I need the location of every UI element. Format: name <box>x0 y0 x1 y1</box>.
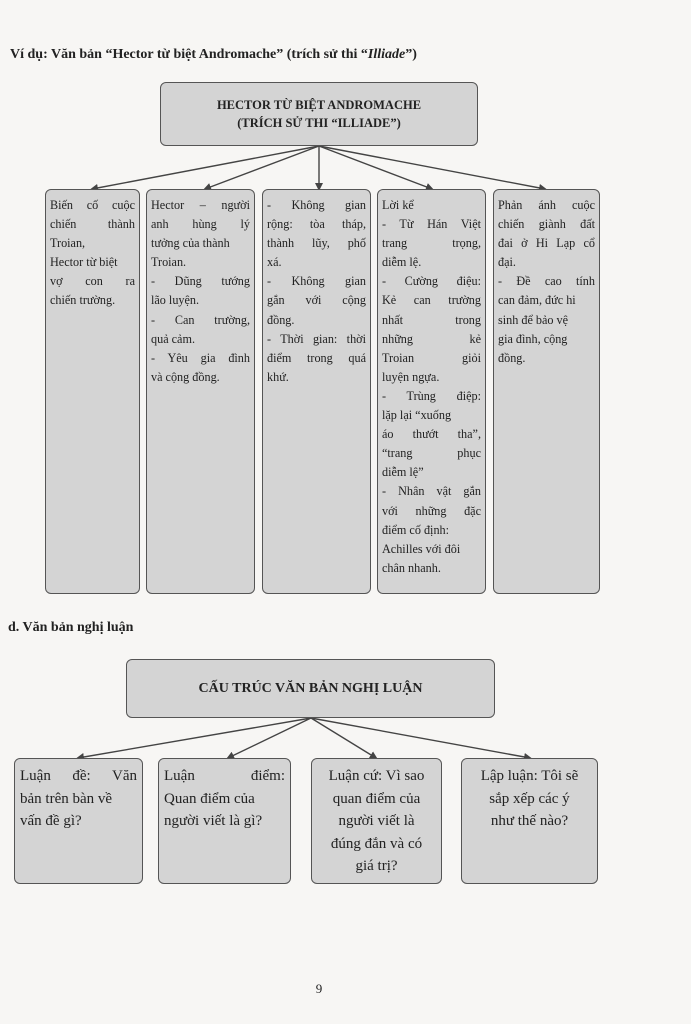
column-line: gắn với cộng <box>267 293 366 308</box>
column-line: Lời kể <box>382 198 414 212</box>
diagram2-box-2 <box>158 758 291 884</box>
column-line: chiến thành <box>50 217 135 232</box>
box-line: người viết là gì? <box>164 813 263 829</box>
column-line: Phản ánh cuộc <box>498 198 595 212</box>
box-line: Luận đề: Văn <box>20 768 137 784</box>
diagram2-box-4 <box>461 758 598 884</box>
box-line: giá trị? <box>355 858 398 874</box>
column-line: - Nhân vật gắn <box>382 484 481 499</box>
box-line: Luận cứ: Vì sao <box>328 768 425 784</box>
column-line: - Trùng điệp: <box>382 388 481 403</box>
column-line: chân nhanh. <box>382 560 441 575</box>
column-line: vợ con ra <box>50 274 135 289</box>
diagram2-title-box <box>126 659 495 718</box>
diagram1-column-1 <box>45 189 140 594</box>
column-line: lặp lại “xuống <box>382 408 452 423</box>
column-line: Kẻ can trường <box>382 293 481 308</box>
column-line: lão luyện. <box>151 293 200 308</box>
diagram2-box-3 <box>311 758 442 884</box>
box-line: như thế nào? <box>490 813 569 829</box>
example-heading-prefix: Ví dụ: Văn bản “Hector từ biệt Andromache” (trích sử thi “ <box>10 47 368 62</box>
connector-box-1 <box>78 718 311 758</box>
column-line: những kẻ <box>382 331 481 346</box>
column-line: quả cảm. <box>151 331 195 346</box>
column-line: đồng. <box>267 312 295 327</box>
column-line: - Cường điệu: <box>382 274 481 289</box>
box-line: vấn đề gì? <box>20 813 82 829</box>
connector-col-5 <box>319 146 545 189</box>
diagram1-title-box <box>160 82 478 146</box>
box-line: bản trên bàn về <box>20 790 113 807</box>
column-line: áo thướt tha”, <box>382 427 481 442</box>
column-line: Achilles với đôi <box>382 541 461 556</box>
column-line: với những đặc <box>382 503 481 518</box>
column-line: diễm lệ” <box>382 465 424 480</box>
diagram2-title: CẤU TRÚC VĂN BẢN NGHỊ LUẬN <box>198 680 423 696</box>
column-line: - Đề cao tính <box>498 274 595 289</box>
column-line: tưởng của thành <box>151 236 230 251</box>
diagram1-column-4 <box>377 189 486 594</box>
column-line: khứ. <box>267 369 289 384</box>
column-line: đai ở Hi Lạp cổ <box>498 236 595 251</box>
column-line: nhất trong <box>382 312 481 327</box>
column-line: - Can trường, <box>151 312 250 327</box>
diagram1-column-3 <box>262 189 371 594</box>
diagram1-column-5 <box>493 189 600 594</box>
column-line: điểm trong quá <box>267 350 366 365</box>
column-line: Troian, <box>50 236 86 251</box>
column-line: Troian. <box>151 255 187 270</box>
connector-box-2 <box>228 718 311 758</box>
column-line: - Từ Hán Việt <box>382 217 481 232</box>
column-line: chiến trường. <box>50 293 116 308</box>
diagram2-box-1 <box>14 758 143 884</box>
column-line: - Yêu gia đình <box>151 350 250 365</box>
connector-col-2 <box>205 146 319 189</box>
column-line: thành lũy, phố <box>267 236 366 251</box>
column-line: - Thời gian: thời <box>267 331 366 346</box>
column-line: rộng: tòa tháp, <box>267 217 366 232</box>
column-line: “trang phục <box>382 446 481 461</box>
box-line: Lập luận: Tôi sẽ <box>480 768 579 784</box>
box-line: người viết là <box>338 813 415 829</box>
box-line: sắp xếp các ý <box>489 790 570 807</box>
column-line: điểm cố định: <box>382 522 450 537</box>
column-line: trang trọng, <box>382 236 481 251</box>
diagram1-title-line2: (TRÍCH SỬ THI “ILLIADE”) <box>237 116 401 130</box>
column-line: can đảm, đức hi <box>498 293 576 308</box>
box-line: đúng đắn và có <box>330 835 423 852</box>
column-line: đại. <box>498 255 516 270</box>
column-line: Troian giỏi <box>382 350 481 365</box>
column-line: chiến giành đất <box>498 217 595 232</box>
column-line: Hector từ biệt <box>50 255 118 270</box>
column-line: - Không gian <box>267 274 366 289</box>
page-number: 9 <box>315 981 323 996</box>
column-line: xá. <box>267 255 282 270</box>
connector-col-4 <box>319 146 432 189</box>
section-d-heading: d. Văn bản nghị luận <box>8 620 134 635</box>
column-line: đồng. <box>498 350 526 365</box>
column-line: và cộng đồng. <box>151 369 220 384</box>
column-line: Biến cố cuộc <box>50 198 135 212</box>
example-heading-suffix: ”) <box>405 47 417 62</box>
column-line: Hector – người <box>151 198 250 212</box>
diagram1-title-line1: HECTOR TỪ BIỆT ANDROMACHE <box>216 98 422 112</box>
box-line: quan điểm của <box>332 790 421 807</box>
box-line: Luận điểm: <box>164 768 285 784</box>
box-line: Quan điểm của <box>164 790 255 807</box>
column-line: diễm lệ. <box>382 255 422 270</box>
diagram1-column-2 <box>146 189 255 594</box>
example-heading-italic: Illiade <box>367 47 406 62</box>
column-line: sinh để bảo vệ <box>498 312 569 327</box>
connector-col-1 <box>92 146 319 189</box>
column-line: anh hùng lý <box>151 217 250 232</box>
column-line: luyện ngựa. <box>382 369 440 384</box>
column-line: - Dũng tướng <box>151 274 250 289</box>
column-line: - Không gian <box>267 198 366 212</box>
column-line: gia đình, cộng <box>498 331 568 346</box>
